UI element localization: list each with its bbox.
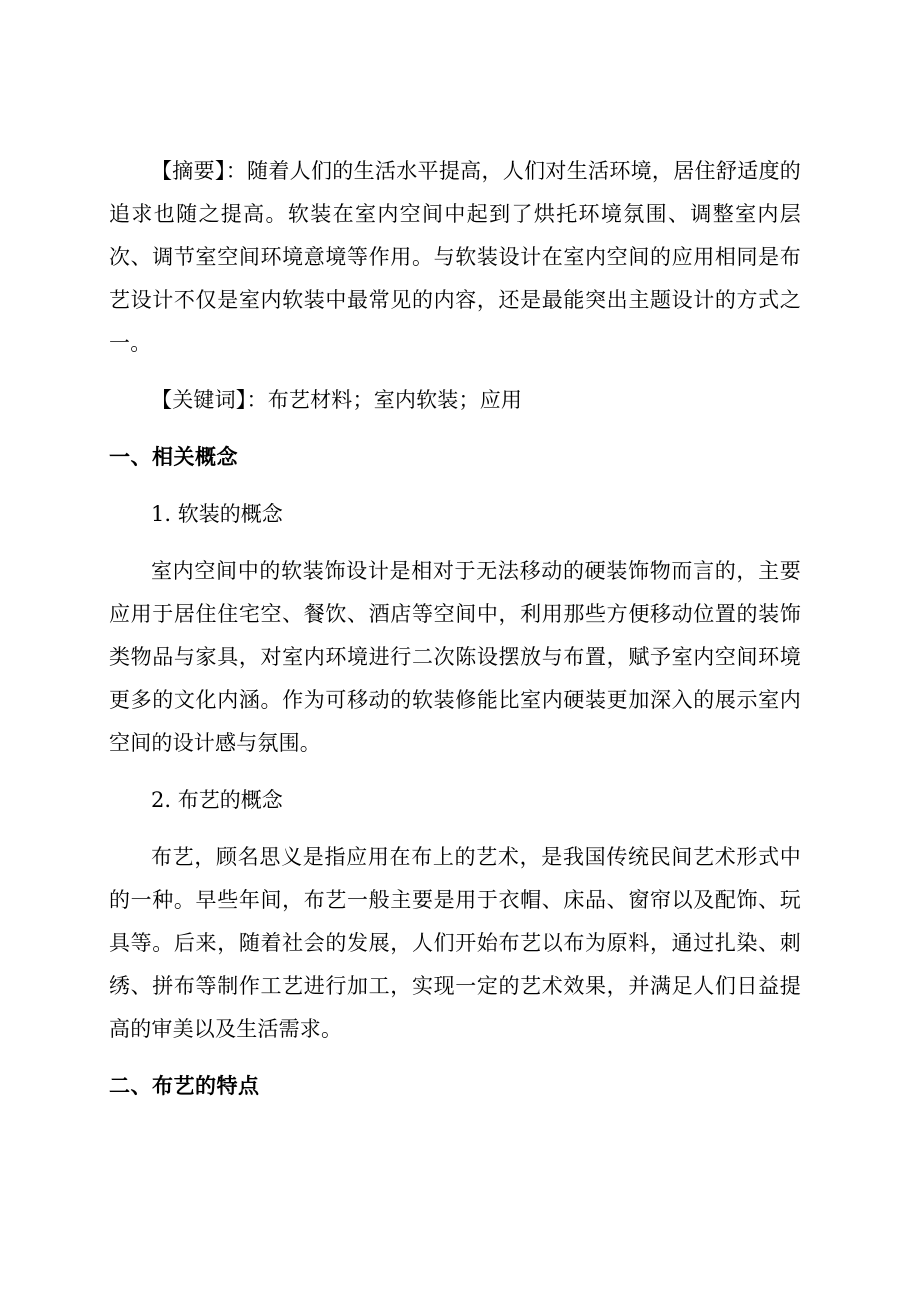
section-heading-features: 二、布艺的特点: [109, 1074, 260, 1098]
spacer: [109, 422, 801, 436]
subsection-title-soft-decoration: 1. 软装的概念: [151, 502, 283, 526]
spacer: [109, 479, 801, 493]
spacer: [109, 536, 801, 550]
abstract-paragraph: 【摘要】：随着人们的生活水平提高，人们对生活环境，居住舒适度的追求也随之提高。软装在室内空间中起到了烘托环境氛围、调整室内层次、调节室空间环境意境等作用。与软装设计在室内空间的应用相同是布艺设计不仅是室内软装中最常见的内容，还是最能突出主题设计的方式之一。: [109, 159, 801, 355]
subsection-title-fabric-art: 2. 布艺的概念: [151, 788, 283, 812]
keywords-paragraph: 【关键词】：布艺材料；室内软装；应用: [151, 388, 523, 412]
soft-decoration-paragraph: 室内空间中的软装饰设计是相对于无法移动的硬装饰物而言的，主要应用于居住住宅空、餐饮、酒店等空间中，利用那些方便移动位置的装饰类物品与家具，对室内环境进行二次陈设摆放与布置，赋予室内空间环境更多的文化内涵。作为可移动的软装修能比室内硬装更加深入的展示室内空间的设计感与氛围。: [109, 559, 801, 755]
spacer: [109, 365, 801, 379]
document-content: [109, 150, 801, 1108]
spacer: [109, 822, 801, 836]
section-heading-concepts: 一、相关概念: [109, 445, 238, 469]
spacer: [109, 765, 801, 779]
fabric-art-paragraph: 布艺，顾名思义是指应用在布上的艺术，是我国传统民间艺术形式中的一种。早些年间，布艺一般主要是用于衣帽、床品、窗帘以及配饰、玩具等。后来，随着社会的发展，人们开始布艺以布为原料，通过扎染、刺绣、拼布等制作工艺进行加工，实现一定的艺术效果，并满足人们日益提高的审美以及生活需求。: [109, 845, 801, 1041]
spacer: [109, 1051, 801, 1065]
